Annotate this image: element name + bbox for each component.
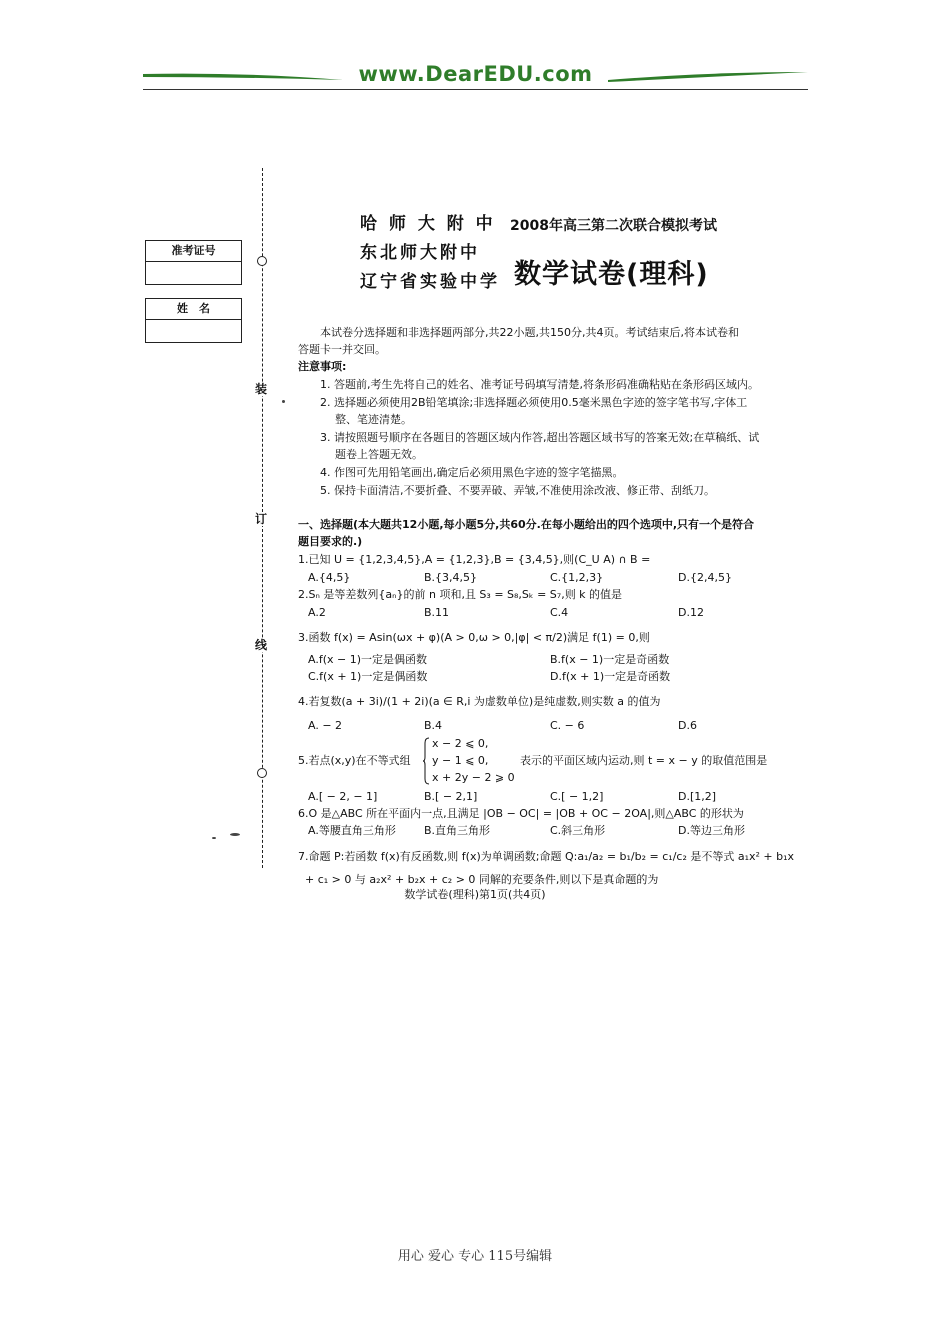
school-2: 东北师大附中 [360, 243, 480, 263]
notice-3: 3. 请按照题号顺序在各题目的答题区域内作答,超出答题区域书写的答案无效;在草稿纸、试 [320, 431, 760, 444]
scan-speck [282, 400, 285, 403]
question-4-option-d[interactable]: D.6 [678, 719, 697, 732]
question-7-stem: 7.命题 P:若函数 f(x)有反函数,则 f(x)为单调函数;命题 Q:a₁/a₂ = b₁/b₂ = c₁/c₂ 是不等式 a₁x² + b₁x [298, 850, 795, 863]
question-4-option-b[interactable]: B.4 [424, 719, 443, 732]
question-7-stem-cont: + c₁ > 0 与 a₂x² + b₂x + c₂ > 0 同解的充要条件,则以下是真命题的为 [305, 873, 659, 886]
question-1-option-c[interactable]: C.{1,2,3} [550, 571, 604, 584]
notice-1: 1. 答题前,考生先将自己的姓名、准考证号码填写清楚,将条形码准确粘贴在条形码区域内。 [320, 378, 759, 391]
question-1-option-d[interactable]: D.{2,4,5} [678, 571, 732, 584]
question-3-option-b[interactable]: B.f(x − 1)一定是奇函数 [550, 653, 670, 666]
question-2-option-b[interactable]: B.11 [424, 606, 450, 619]
question-4-option-a[interactable]: A. − 2 [308, 719, 343, 732]
question-5-option-c[interactable]: C.[ − 1,2] [550, 790, 604, 803]
question-4-stem: 4.若复数(a + 3i)/(1 + 2i)(a ∈ R,i 为虚数单位)是纯虚数,则实数 a 的值为 [298, 695, 661, 708]
question-5-option-d[interactable]: D.[1,2] [678, 790, 717, 803]
question-1-option-b[interactable]: B.{3,4,5} [424, 571, 478, 584]
question-6-option-c[interactable]: C.斜三角形 [550, 824, 606, 837]
question-5-ineq-2: y − 1 ⩽ 0, [432, 754, 489, 767]
question-1-option-a[interactable]: A.{4,5} [308, 571, 351, 584]
binding-hole-top [257, 256, 267, 266]
binding-hole-bottom [257, 768, 267, 778]
question-1-stem: 1.已知 U = {1,2,3,4,5},A = {1,2,3},B = {3,4,5},则(C_U A) ∩ B = [298, 553, 651, 566]
exam-name: 2008年高三第二次联合模拟考试 [510, 218, 717, 234]
section1-title: 一、选择题(本大题共12小题,每小题5分,共60分.在每小题给出的四个选项中,只有一个是符合 [298, 518, 755, 531]
header-banner [143, 60, 808, 92]
intro-line-1: 本试卷分选择题和非选择题两部分,共22小题,共150分,共4页。考试结束后,将本试卷和 [320, 326, 739, 339]
right-swoosh-decoration [608, 68, 808, 84]
question-5-stem-post: 表示的平面区域内运动,则 t = x − y 的取值范围是 [520, 754, 768, 767]
question-5-option-b[interactable]: B.[ − 2,1] [424, 790, 478, 803]
notice-2: 2. 选择题必须使用2B铅笔填涂;非选择题必须使用0.5毫米黑色字迹的签字笔书写,字体工 [320, 396, 748, 409]
school-3: 辽宁省实验中学 [360, 272, 500, 292]
question-3-stem: 3.函数 f(x) = Asin(ωx + φ)(A > 0,ω > 0,|φ| < π/2)满足 f(1) = 0,则 [298, 631, 650, 644]
question-3-option-d[interactable]: D.f(x + 1)一定是奇函数 [550, 670, 671, 683]
question-3-option-a[interactable]: A.f(x − 1)一定是偶函数 [308, 653, 428, 666]
page-footer: 数学试卷(理科)第1页(共4页) [404, 888, 546, 901]
binding-char-zhuang: 装 [255, 382, 268, 396]
question-2-option-d[interactable]: D.12 [678, 606, 704, 619]
question-5-stem-pre: 5.若点(x,y)在不等式组 [298, 754, 411, 767]
question-6-stem: 6.O 是△ABC 所在平面内一点,且满足 |OB − OC| = |OB + OC − 2OA|,则△ABC 的形状为 [298, 807, 744, 820]
name-field[interactable] [146, 320, 241, 342]
school-1: 哈 师 大 附 中 [360, 214, 496, 234]
left-swoosh-decoration [143, 68, 343, 84]
notice-2-cont: 整、笔迹清楚。 [335, 413, 412, 426]
header-rule [143, 89, 808, 90]
question-5-option-a[interactable]: A.[ − 2, − 1] [308, 790, 378, 803]
exam-id-label: 准考证号 [146, 241, 241, 262]
brace-icon [422, 737, 430, 785]
question-5-ineq-1: x − 2 ⩽ 0, [432, 737, 489, 750]
scan-speck [230, 833, 240, 836]
question-6-option-a[interactable]: A.等腰直角三角形 [308, 824, 396, 837]
question-4-option-c[interactable]: C. − 6 [550, 719, 585, 732]
question-6-option-d[interactable]: D.等边三角形 [678, 824, 745, 837]
intro-line-2: 答题卡一并交回。 [298, 343, 386, 356]
question-3-option-c[interactable]: C.f(x + 1)一定是偶函数 [308, 670, 428, 683]
question-2-stem: 2.Sₙ 是等差数列{aₙ}的前 n 项和,且 S₃ = S₈,Sₖ = S₇,则 k 的值是 [298, 588, 623, 601]
notice-5: 5. 保持卡面清洁,不要折叠、不要弄破、弄皱,不准使用涂改液、修正带、刮纸刀。 [320, 484, 715, 497]
editor-footer: 用心 爱心 专心 115号编辑 [397, 1249, 553, 1264]
exam-id-box[interactable] [145, 240, 242, 285]
binding-char-xian: 线 [255, 638, 268, 652]
notice-4: 4. 作图可先用铅笔画出,确定后必须用黑色字迹的签字笔描黑。 [320, 466, 624, 479]
site-name: www.DearEDU.com [358, 62, 593, 86]
question-6-option-b[interactable]: B.直角三角形 [424, 824, 491, 837]
binding-char-ding: 订 [255, 512, 268, 526]
notice-3-cont: 题卷上答题无效。 [335, 448, 423, 461]
notice-title: 注意事项: [298, 360, 347, 373]
question-2-option-c[interactable]: C.4 [550, 606, 569, 619]
name-box[interactable] [145, 298, 242, 343]
section1-title-cont: 题目要求的.) [298, 535, 363, 548]
question-2-option-a[interactable]: A.2 [308, 606, 326, 619]
paper-title: 数学试卷(理科) [514, 259, 709, 290]
exam-id-field[interactable] [146, 262, 241, 284]
scan-speck [212, 837, 216, 839]
name-label: 姓 名 [146, 299, 241, 320]
question-5-ineq-3: x + 2y − 2 ⩾ 0 [432, 771, 515, 784]
